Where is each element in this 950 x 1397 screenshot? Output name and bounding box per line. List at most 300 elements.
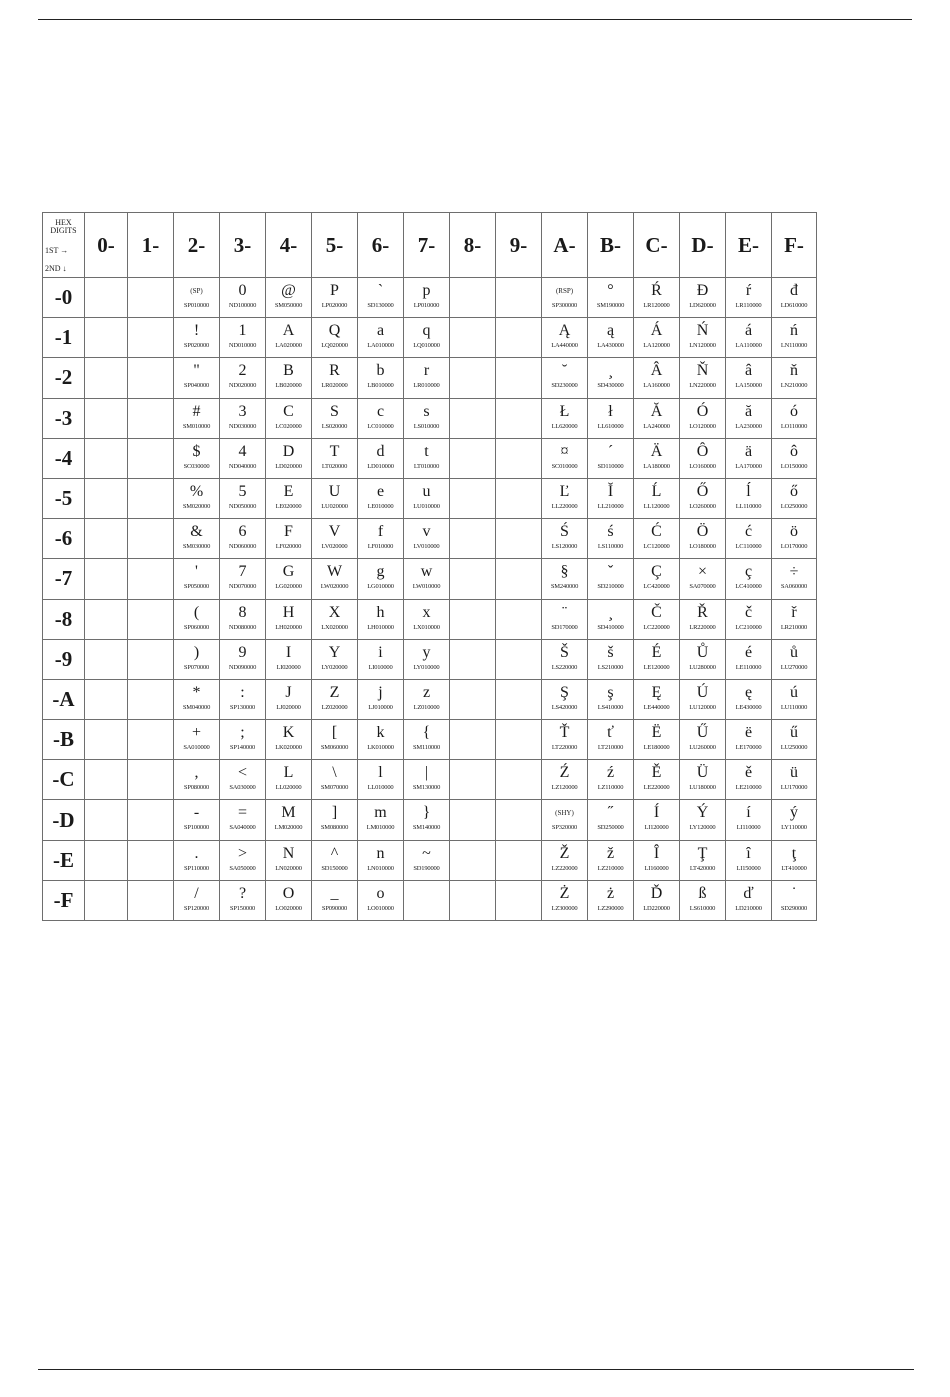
char-glyph: ç — [744, 563, 753, 581]
char-code: SM190000 — [596, 302, 625, 309]
char-glyph: _ — [330, 884, 339, 902]
char-cell — [496, 639, 542, 679]
char-cell — [358, 559, 404, 599]
char-cell — [634, 438, 680, 478]
char-code: LO150000 — [780, 462, 808, 470]
char-cell — [680, 800, 726, 840]
char-glyph: ň — [790, 362, 798, 380]
char-code: LB010000 — [367, 382, 394, 390]
column-header-row — [43, 213, 817, 278]
char-glyph: ˙ — [791, 884, 797, 902]
char-code: LY010000 — [413, 663, 440, 671]
char-code: SP090000 — [321, 904, 348, 912]
char-cell — [358, 840, 404, 880]
char-code: LC020000 — [275, 422, 302, 430]
char-cell — [312, 880, 358, 920]
char-code: LE010000 — [367, 502, 394, 510]
char-cell — [496, 840, 542, 880]
char-cell — [312, 639, 358, 679]
char-cell — [542, 840, 588, 880]
char-glyph: ě — [744, 764, 753, 782]
char-cell — [634, 318, 680, 358]
char-code: LG010000 — [367, 583, 394, 591]
char-cell — [266, 679, 312, 719]
char-cell — [174, 318, 220, 358]
table-row — [43, 398, 817, 438]
char-cell — [772, 720, 817, 760]
top-rule — [38, 19, 912, 20]
char-code: LC010000 — [367, 422, 394, 430]
char-code: LZ300000 — [551, 904, 578, 912]
char-code: LU180000 — [689, 784, 716, 792]
char-glyph: ž — [606, 844, 615, 862]
char-cell — [542, 519, 588, 559]
char-cell — [680, 679, 726, 719]
char-glyph: = — [237, 804, 248, 822]
char-code: LZ220000 — [551, 864, 578, 872]
char-code: LS420000 — [551, 703, 578, 711]
char-glyph: / — [194, 884, 199, 902]
char-cell — [450, 438, 496, 478]
row-header: -E — [43, 840, 85, 880]
column-header: C- — [634, 213, 680, 278]
char-code: LA170000 — [735, 462, 762, 470]
char-cell — [542, 398, 588, 438]
char-glyph: Ŕ — [651, 282, 662, 299]
char-code: LS110000 — [597, 543, 624, 551]
char-glyph: s — [423, 402, 430, 420]
char-cell — [85, 720, 128, 760]
char-cell — [174, 840, 220, 880]
char-code: SA040000 — [229, 824, 256, 832]
char-cell — [772, 760, 817, 800]
char-code: SM130000 — [412, 784, 441, 792]
char-code: LQ010000 — [413, 342, 440, 350]
char-glyph: N — [282, 844, 295, 862]
char-cell — [450, 478, 496, 518]
char-cell — [726, 278, 772, 318]
char-code: LL110000 — [735, 502, 762, 510]
char-cell — [312, 318, 358, 358]
char-cell — [85, 438, 128, 478]
char-code: LD220000 — [643, 904, 670, 912]
char-cell — [266, 720, 312, 760]
char-code: LI010000 — [368, 663, 393, 671]
char-code: LS210000 — [597, 663, 624, 671]
char-cell — [128, 438, 174, 478]
char-code: LE430000 — [735, 703, 762, 711]
char-code: ND060000 — [228, 543, 257, 551]
char-cell — [220, 278, 266, 318]
column-header: 6- — [358, 213, 404, 278]
char-cell — [358, 278, 404, 318]
char-code: LP010000 — [413, 302, 440, 309]
char-glyph: Ň — [696, 362, 709, 380]
char-glyph: Á — [650, 322, 663, 340]
char-glyph: Ű — [696, 724, 709, 742]
char-code: LN010000 — [367, 864, 394, 872]
char-code: SP020000 — [183, 342, 210, 350]
char-code: SD190000 — [413, 864, 440, 872]
char-glyph: (RSP) — [555, 287, 574, 295]
table-row — [43, 278, 817, 318]
char-code: LV010000 — [413, 543, 440, 551]
char-cell — [634, 478, 680, 518]
char-code: SP150000 — [229, 904, 256, 912]
table-row — [43, 519, 817, 559]
char-code: LJ020000 — [276, 703, 301, 711]
char-glyph: ˘ — [561, 362, 568, 380]
char-glyph: : — [240, 683, 245, 701]
char-code: LL120000 — [643, 502, 670, 510]
char-glyph: 6 — [238, 523, 247, 541]
char-code: LO010000 — [367, 904, 394, 912]
char-code: LP020000 — [321, 302, 348, 309]
char-code: LU110000 — [780, 703, 808, 711]
char-cell — [174, 880, 220, 920]
char-code: LL220000 — [551, 502, 578, 510]
char-cell — [588, 760, 634, 800]
char-glyph: X — [328, 603, 341, 621]
table-row — [43, 559, 817, 599]
row-header: -0 — [43, 278, 85, 318]
char-glyph: 0 — [238, 282, 247, 299]
char-code: LD620000 — [689, 302, 716, 309]
char-cell — [588, 599, 634, 639]
char-code: LS410000 — [597, 703, 624, 711]
char-cell — [588, 398, 634, 438]
char-glyph: W — [326, 563, 343, 581]
char-cell — [542, 318, 588, 358]
char-glyph: c — [376, 402, 385, 420]
char-glyph: { — [422, 724, 431, 742]
char-code: SP050000 — [183, 583, 210, 591]
char-cell — [496, 559, 542, 599]
char-cell — [542, 478, 588, 518]
char-cell — [128, 639, 174, 679]
char-glyph: ł — [608, 402, 613, 420]
table-row — [43, 840, 817, 880]
char-cell — [634, 800, 680, 840]
char-code: LO260000 — [689, 502, 716, 510]
char-glyph: č — [744, 603, 753, 621]
char-glyph: z — [422, 683, 431, 701]
char-code: SP070000 — [183, 663, 210, 671]
char-glyph: 9 — [238, 643, 247, 661]
char-cell — [680, 519, 726, 559]
char-code: LC120000 — [643, 543, 670, 551]
char-cell — [266, 438, 312, 478]
char-glyph: đ — [790, 282, 798, 299]
table-row — [43, 438, 817, 478]
char-glyph: (SP) — [190, 287, 203, 295]
char-cell — [85, 358, 128, 398]
char-glyph: ä — [744, 442, 753, 460]
char-cell — [588, 720, 634, 760]
char-code: LI150000 — [736, 864, 761, 872]
char-cell — [634, 358, 680, 398]
table-row — [43, 639, 817, 679]
char-glyph: í — [746, 804, 751, 822]
char-code: SD150000 — [321, 864, 348, 872]
char-cell — [680, 358, 726, 398]
char-cell — [85, 318, 128, 358]
char-cell — [680, 720, 726, 760]
char-cell — [450, 358, 496, 398]
char-glyph: Ú — [696, 683, 709, 701]
char-glyph: ˝ — [607, 804, 614, 822]
char-glyph: ŕ — [745, 282, 752, 299]
char-glyph: Ś — [560, 523, 569, 541]
char-glyph: Ł — [559, 402, 570, 420]
char-glyph: ő — [790, 482, 798, 500]
char-cell — [450, 318, 496, 358]
char-glyph: | — [424, 764, 429, 782]
char-code: SP300000 — [551, 302, 578, 309]
char-cell — [542, 599, 588, 639]
char-cell — [680, 599, 726, 639]
char-glyph: ż — [606, 884, 615, 902]
char-cell — [128, 278, 174, 318]
row-header: -4 — [43, 438, 85, 478]
char-cell — [726, 398, 772, 438]
char-glyph: Ž — [559, 844, 570, 862]
column-header: D- — [680, 213, 726, 278]
char-code: LA020000 — [275, 342, 302, 350]
char-cell — [266, 599, 312, 639]
char-glyph: v — [422, 523, 431, 541]
char-code: LY120000 — [689, 824, 716, 832]
column-header: 7- — [404, 213, 450, 278]
char-cell — [404, 478, 450, 518]
char-glyph: Č — [651, 603, 662, 621]
char-cell — [726, 478, 772, 518]
char-glyph: H — [282, 603, 295, 621]
char-cell — [634, 840, 680, 880]
char-cell — [726, 840, 772, 880]
char-cell — [220, 880, 266, 920]
char-glyph: ţ — [791, 844, 797, 862]
char-cell — [680, 880, 726, 920]
char-glyph: A — [282, 322, 295, 340]
char-code: LY110000 — [781, 824, 807, 832]
char-cell — [588, 840, 634, 880]
char-code: LC220000 — [643, 623, 670, 631]
char-code: ND070000 — [228, 583, 257, 591]
char-glyph: V — [328, 523, 341, 541]
char-cell — [726, 639, 772, 679]
char-code: SD110000 — [597, 462, 624, 470]
table-row — [43, 880, 817, 920]
char-glyph: j — [378, 683, 383, 701]
char-glyph: i — [378, 643, 383, 661]
char-glyph: ° — [607, 282, 614, 299]
char-cell — [542, 720, 588, 760]
char-code: SM110000 — [412, 744, 441, 752]
char-glyph: ś — [607, 523, 614, 541]
char-cell — [312, 760, 358, 800]
char-cell — [450, 559, 496, 599]
char-cell — [404, 519, 450, 559]
char-cell — [128, 800, 174, 840]
char-code: SA070000 — [689, 583, 716, 591]
char-glyph: 1 — [238, 322, 247, 340]
char-cell — [450, 278, 496, 318]
char-code: ND040000 — [228, 462, 257, 470]
char-glyph: & — [190, 523, 203, 541]
char-cell — [726, 720, 772, 760]
char-code: LE110000 — [735, 663, 762, 671]
char-code: LM020000 — [274, 824, 303, 832]
char-glyph: P — [330, 282, 339, 299]
char-glyph: â — [744, 362, 753, 380]
char-cell — [680, 438, 726, 478]
char-glyph: d — [376, 442, 385, 460]
char-glyph: , — [194, 764, 199, 782]
char-cell — [358, 880, 404, 920]
column-header: F- — [772, 213, 817, 278]
char-glyph: ~ — [422, 844, 431, 862]
char-cell — [312, 800, 358, 840]
char-glyph: ń — [790, 322, 798, 340]
char-cell — [680, 478, 726, 518]
char-cell — [634, 398, 680, 438]
char-glyph: ; — [240, 724, 245, 742]
char-cell — [220, 438, 266, 478]
char-code: ND080000 — [228, 623, 257, 631]
char-glyph: e — [376, 482, 385, 500]
char-cell — [220, 478, 266, 518]
char-glyph: Ă — [650, 402, 663, 420]
char-cell — [772, 880, 817, 920]
char-glyph: T — [329, 442, 340, 460]
row-header: -D — [43, 800, 85, 840]
char-cell — [496, 599, 542, 639]
char-code: LG020000 — [275, 583, 302, 591]
table-row — [43, 720, 817, 760]
char-code: LC410000 — [735, 583, 762, 591]
char-glyph: x — [422, 603, 431, 621]
char-glyph: D — [282, 442, 295, 460]
table-row — [43, 599, 817, 639]
char-code: LA160000 — [643, 382, 670, 390]
char-glyph: î — [746, 844, 751, 862]
char-glyph: ş — [607, 683, 614, 701]
char-glyph: ÷ — [789, 563, 799, 581]
char-cell — [450, 720, 496, 760]
char-code: SP010000 — [183, 302, 210, 309]
char-cell — [174, 438, 220, 478]
char-glyph: Z — [329, 683, 340, 701]
hex-digits-corner — [43, 213, 85, 278]
char-cell — [312, 679, 358, 719]
char-cell — [85, 639, 128, 679]
char-cell — [404, 318, 450, 358]
char-cell — [588, 278, 634, 318]
char-code: LR110000 — [735, 302, 762, 309]
char-cell — [772, 358, 817, 398]
char-code: LO170000 — [780, 543, 808, 551]
char-cell — [128, 478, 174, 518]
char-glyph: l — [378, 764, 383, 782]
char-cell — [404, 720, 450, 760]
char-glyph: * — [192, 683, 201, 701]
char-code: ND100000 — [228, 302, 257, 309]
char-cell — [634, 599, 680, 639]
char-cell — [312, 720, 358, 760]
char-glyph: Ľ — [559, 482, 570, 500]
char-code: LO110000 — [780, 422, 808, 430]
char-glyph: Ć — [651, 523, 662, 541]
char-glyph: g — [376, 563, 385, 581]
row-header: -C — [43, 760, 85, 800]
char-code: SD430000 — [597, 382, 624, 390]
char-glyph: ť — [607, 724, 614, 742]
char-cell — [450, 760, 496, 800]
char-code: LE170000 — [735, 744, 762, 752]
char-glyph: ô — [790, 442, 798, 460]
char-cell — [450, 519, 496, 559]
char-code: SD230000 — [551, 382, 578, 390]
char-cell — [542, 639, 588, 679]
char-code: LA110000 — [735, 342, 762, 350]
char-glyph: 5 — [238, 482, 247, 500]
char-cell — [772, 679, 817, 719]
row-header: -3 — [43, 398, 85, 438]
row-header: -6 — [43, 519, 85, 559]
char-code: LR020000 — [321, 382, 348, 390]
column-header: 9- — [496, 213, 542, 278]
char-glyph: U — [328, 482, 341, 500]
char-cell — [496, 760, 542, 800]
char-glyph: R — [329, 362, 340, 380]
char-glyph: 7 — [238, 563, 247, 581]
char-code: LN020000 — [275, 864, 302, 872]
char-cell — [588, 478, 634, 518]
char-code: LU170000 — [780, 784, 808, 792]
char-cell — [496, 679, 542, 719]
char-cell — [174, 760, 220, 800]
char-code: LU280000 — [689, 663, 716, 671]
char-cell — [772, 398, 817, 438]
char-cell — [128, 679, 174, 719]
char-cell — [772, 559, 817, 599]
char-glyph: + — [191, 724, 202, 742]
char-glyph: Ş — [560, 683, 569, 701]
char-cell — [542, 880, 588, 920]
table-row — [43, 679, 817, 719]
char-cell — [634, 720, 680, 760]
char-cell — [772, 278, 817, 318]
char-cell — [358, 720, 404, 760]
char-cell — [726, 318, 772, 358]
char-code: SP320000 — [551, 824, 578, 832]
char-cell — [634, 559, 680, 599]
table-row — [43, 760, 817, 800]
char-cell — [404, 559, 450, 599]
char-code: LO180000 — [689, 543, 716, 551]
char-code: LD210000 — [735, 904, 762, 912]
char-cell — [588, 559, 634, 599]
char-cell — [404, 438, 450, 478]
char-code: LU010000 — [413, 502, 440, 510]
row-header: -1 — [43, 318, 85, 358]
char-glyph: ý — [790, 804, 798, 822]
char-cell — [312, 519, 358, 559]
char-cell — [174, 639, 220, 679]
char-code: LO160000 — [689, 462, 716, 470]
char-code: LE440000 — [643, 703, 670, 711]
